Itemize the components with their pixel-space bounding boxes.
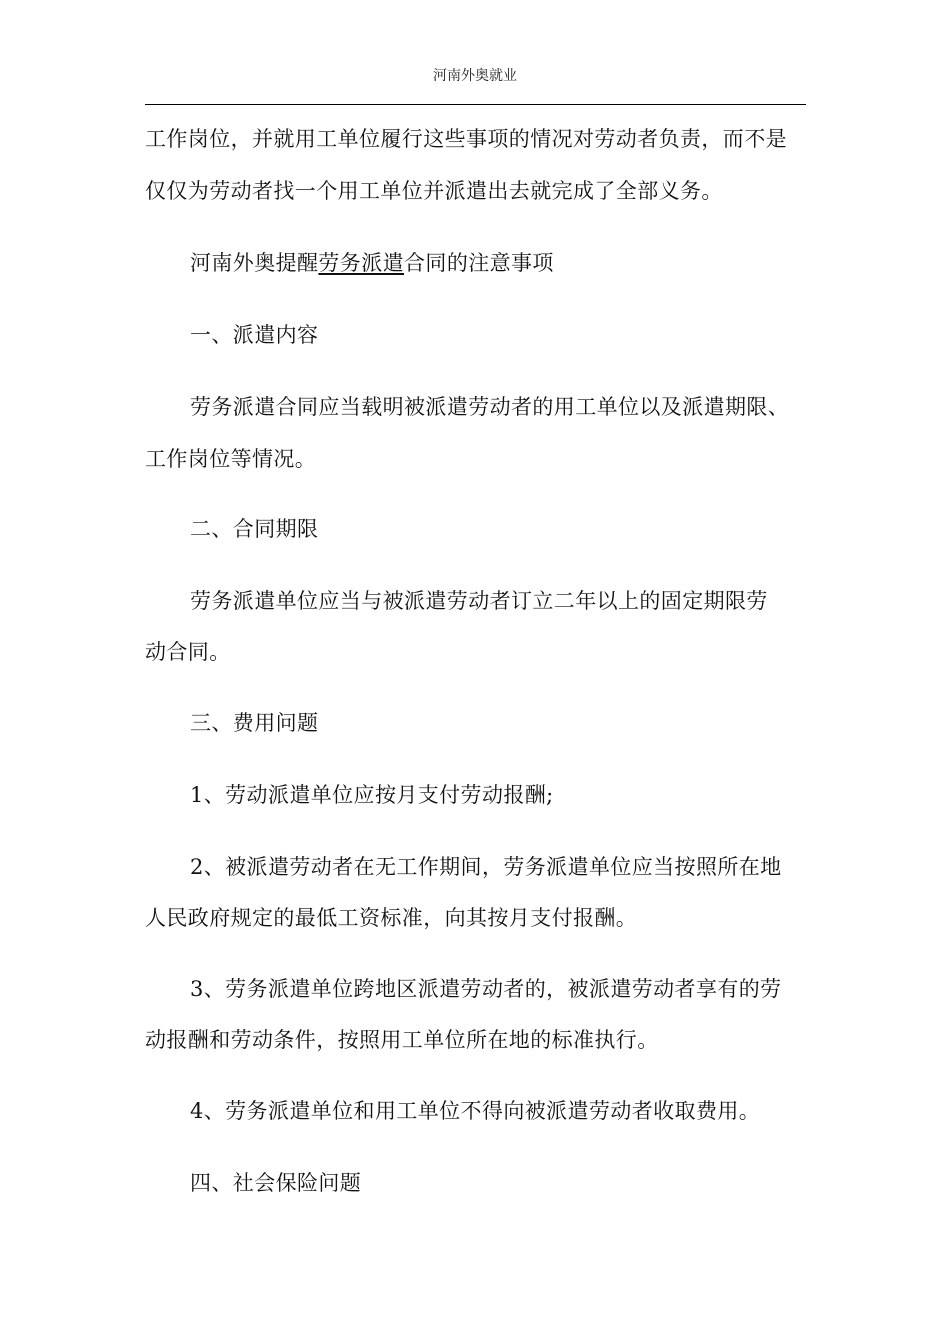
list-item-2-line-2: 人民政府规定的最低工资标准，向其按月支付报酬。 — [145, 906, 638, 930]
section-title — [190, 248, 870, 278]
page-header-title: 河南外奥就业 — [433, 68, 517, 84]
paragraph-3-line-2: 动合同。 — [145, 640, 231, 664]
list-item-3-line-1: 3、劳务派遣单位跨地区派遣劳动者的，被派遣劳动者享有的劳 — [190, 977, 782, 1001]
section-title-prefix: 河南外奥提醒 — [190, 251, 319, 275]
list-item-1: 1、劳动派遣单位应按月支付劳动报酬; — [190, 783, 554, 807]
heading-contract-term: 二、合同期限 — [190, 517, 319, 541]
header-divider — [145, 104, 806, 105]
heading-fees: 三、费用问题 — [190, 711, 319, 735]
labor-dispatch-link[interactable]: 劳务派遣 — [318, 251, 405, 275]
heading-social-insurance: 四、社会保险问题 — [190, 1171, 362, 1195]
heading-dispatch-content: 一、派遣内容 — [190, 323, 319, 347]
list-item-3-line-2: 动报酬和劳动条件，按照用工单位所在地的标准执行。 — [145, 1028, 659, 1052]
paragraph-2-line-2: 工作岗位等情况。 — [145, 447, 317, 471]
paragraph-1-line-2: 仅仅为劳动者找一个用工单位并派遣出去就完成了全部义务。 — [145, 179, 723, 203]
section-title-suffix: 合同的注意事项 — [404, 251, 554, 275]
paragraph-1-line-1: 工作岗位，并就用工单位履行这些事项的情况对劳动者负责，而不是 — [145, 127, 787, 151]
list-item-2-line-1: 2、被派遣劳动者在无工作期间，劳务派遣单位应当按照所在地 — [190, 855, 782, 879]
paragraph-3-line-1: 劳务派遣单位应当与被派遣劳动者订立二年以上的固定期限劳 — [190, 589, 768, 613]
paragraph-2-line-1: 劳务派遣合同应当载明被派遣劳动者的用工单位以及派遣期限、 — [190, 395, 790, 419]
list-item-4: 4、劳务派遣单位和用工单位不得向被派遣劳动者收取费用。 — [190, 1099, 761, 1123]
